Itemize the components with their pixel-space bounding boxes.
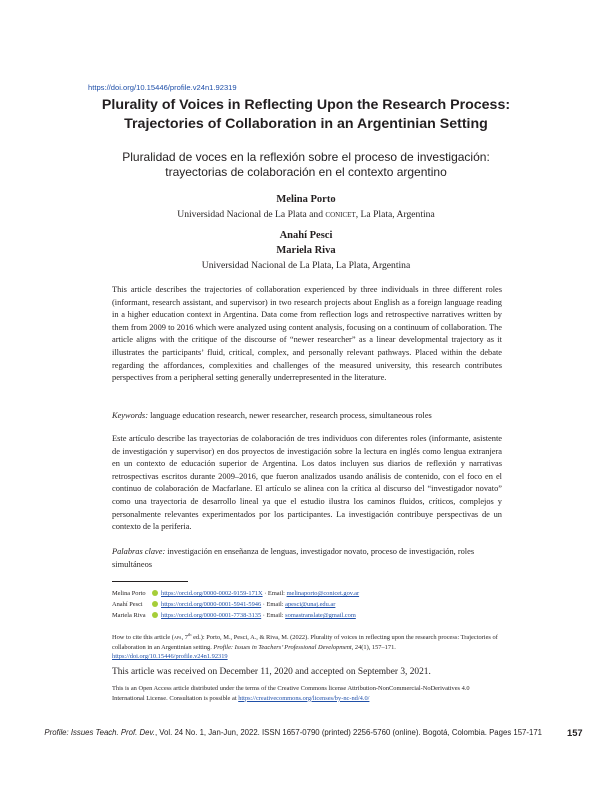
cite-doi-link[interactable]: https://doi.org/10.15446/profile.v24n1.92319 <box>112 653 228 661</box>
footer-journal: Profile: Issues Teach. Prof. Dev. <box>44 728 155 737</box>
license-note <box>112 684 502 703</box>
received-note: This article was received on December 11, 2020 and accepted on September 3, 2021. <box>112 667 431 677</box>
email-link[interactable]: apesci@unaj.edu.ar <box>285 601 336 608</box>
email-link[interactable]: melinaporto@conicet.gov.ar <box>286 590 360 597</box>
orcid-link[interactable]: https://orcid.org/0000-0002-9159-171X <box>161 590 263 597</box>
page-number: 157 <box>567 727 583 738</box>
cite-edition: , 7 <box>181 634 188 642</box>
keywords <box>112 410 502 423</box>
orcid-icon <box>152 612 158 618</box>
orcid-link[interactable]: https://orcid.org/0000-0001-7738-3135 <box>161 612 262 619</box>
keywords-label: Keywords: <box>112 411 148 420</box>
palabras-clave <box>112 546 502 571</box>
affiliation-1-text: Universidad Nacional de La Plata and <box>177 209 326 220</box>
email-link[interactable]: somastranslate@gmail.com <box>285 612 356 619</box>
title-english-line-1: Plurality of Voices in Reflecting Upon the Research Process: <box>101 97 511 113</box>
orcid-row-riva <box>112 611 356 621</box>
page-footer <box>40 728 542 737</box>
affiliation-2: Universidad Nacional de La Plata, La Plata, Argentina <box>201 260 411 271</box>
cite-th: th <box>187 632 192 637</box>
orcid-icon <box>152 601 158 607</box>
doi-link[interactable]: https://doi.org/10.15446/profile.v24n1.92319 <box>88 83 237 92</box>
email-separator: · Email: <box>261 612 286 619</box>
license-text: This is an Open Access article distributed under the terms of the Creative Commons license Attribution-NonCommercial-NoDerivatives 4.0 International License. Consultation is possible at <box>112 685 470 702</box>
palabras-clave-list: investigación en enseñanza de lenguas, investigador novato, proceso de investigación, roles simultáneos <box>112 547 475 569</box>
author-porto: Melina Porto <box>276 194 336 205</box>
email-separator: · Email: <box>261 601 286 608</box>
palabras-clave-label: Palabras clave: <box>112 547 166 556</box>
orcid-name: Melina Porto <box>112 590 146 597</box>
orcid-icon <box>152 590 158 596</box>
orcid-row-porto <box>112 589 359 599</box>
keywords-list: language education research, newer researcher, research process, simultaneous roles <box>147 411 432 420</box>
title-spanish-line-2: trayectorias de colaboración en el contexto argentino <box>165 165 447 179</box>
orcid-name: Anahí Pesci <box>112 601 143 608</box>
abstract-spanish: Este artículo describe las trayectorias de colaboración de tres individuos con diferentes roles (informante, asistente de investigación y supervisor) en dos proyectos de investigación sobre la lectura en inglés como lengua extranjera en un contexto de educación superior de Argentina. Los datos incluyen sus diarios de reflexión y narrativas retrospectivas escritos durante 2009–2016, que fueron analizados usando análisis de contenido, con el foco en el continuo de colaboración de Macfarlane. El artículo se alinea con la crítica al discurso del “investigador novato” como una trayectoria de desarrollo lineal ya que el estudio ilustra los caminos fluidos, críticos, complejos y personalmente relevantes experimentados por los participantes. La investigación contribuye perspectivas de un contexto de la periferia. <box>112 434 502 532</box>
title-english <box>60 96 552 134</box>
cite-intro: How to cite this article ( <box>112 634 174 642</box>
orcid-row-pesci <box>112 600 335 610</box>
title-spanish-line-1: Pluralidad de voces en la reflexión sobre el proceso de investigación: <box>122 150 490 164</box>
affiliation-1-place: , La Plata, Argentina <box>355 209 435 220</box>
footnote-divider <box>112 581 188 582</box>
orcid-name: Mariela Riva <box>112 612 146 619</box>
affiliation-1 <box>60 208 552 221</box>
author-pesci: Anahí Pesci <box>279 230 333 241</box>
email-separator: · Email: <box>262 590 287 597</box>
cite-reference: ed.): Porto, M., Pesci, A., & Riva, M. (2022). Plurality of voices in reflecting upon the research process: Trajectories of collaboration in an Argentinian setting. <box>112 634 498 651</box>
cite-journal: Profile: Issues in Teachers’ Professional Development <box>213 643 352 651</box>
title-english-line-2: Trajectories of Collaboration in an Argentinian Setting <box>124 116 488 132</box>
title-spanish <box>60 150 552 180</box>
cite-volume: , 24(1), 157–171. <box>351 643 396 651</box>
orcid-link[interactable]: https://orcid.org/0000-0001-5941-5946 <box>161 601 262 608</box>
abstract-english: This article describes the trajectories of collaboration experienced by three individuals in three different roles (informant, research assistant, and supervisor) in two research projects about English as a foreign language reading in a higher education context in Argentina. Data come from reflection logs and retrospective narratives written by them from 2009 to 2016 which were analyzed using content analysis, focusing on a continuum of collaboration. The article aligns with the critique of the discourse of “newer researcher” as a linear developmental trajectory as it illustrates the participants’ fluid, critical, complex, and personally relevant pathways. Placed within the debate regarding the affordances, complexities and challenges of the measured university, this research contributes perspectives from a peripheral setting generally underrepresented in the literature. <box>112 285 502 383</box>
license-link[interactable]: https://creativecommons.org/licenses/by-nc-nd/4.0/ <box>238 694 370 702</box>
cite-apa: apa <box>173 634 182 642</box>
affiliation-1-conicet: conicet <box>325 209 356 220</box>
how-to-cite <box>112 630 502 662</box>
footer-details: , Vol. 24 No. 1, Jan-Jun, 2022. ISSN 1657-0790 (printed) 2256-5760 (online). Bogotá, Colombia. Pages 157-171 <box>154 728 542 737</box>
author-riva: Mariela Riva <box>276 245 336 256</box>
